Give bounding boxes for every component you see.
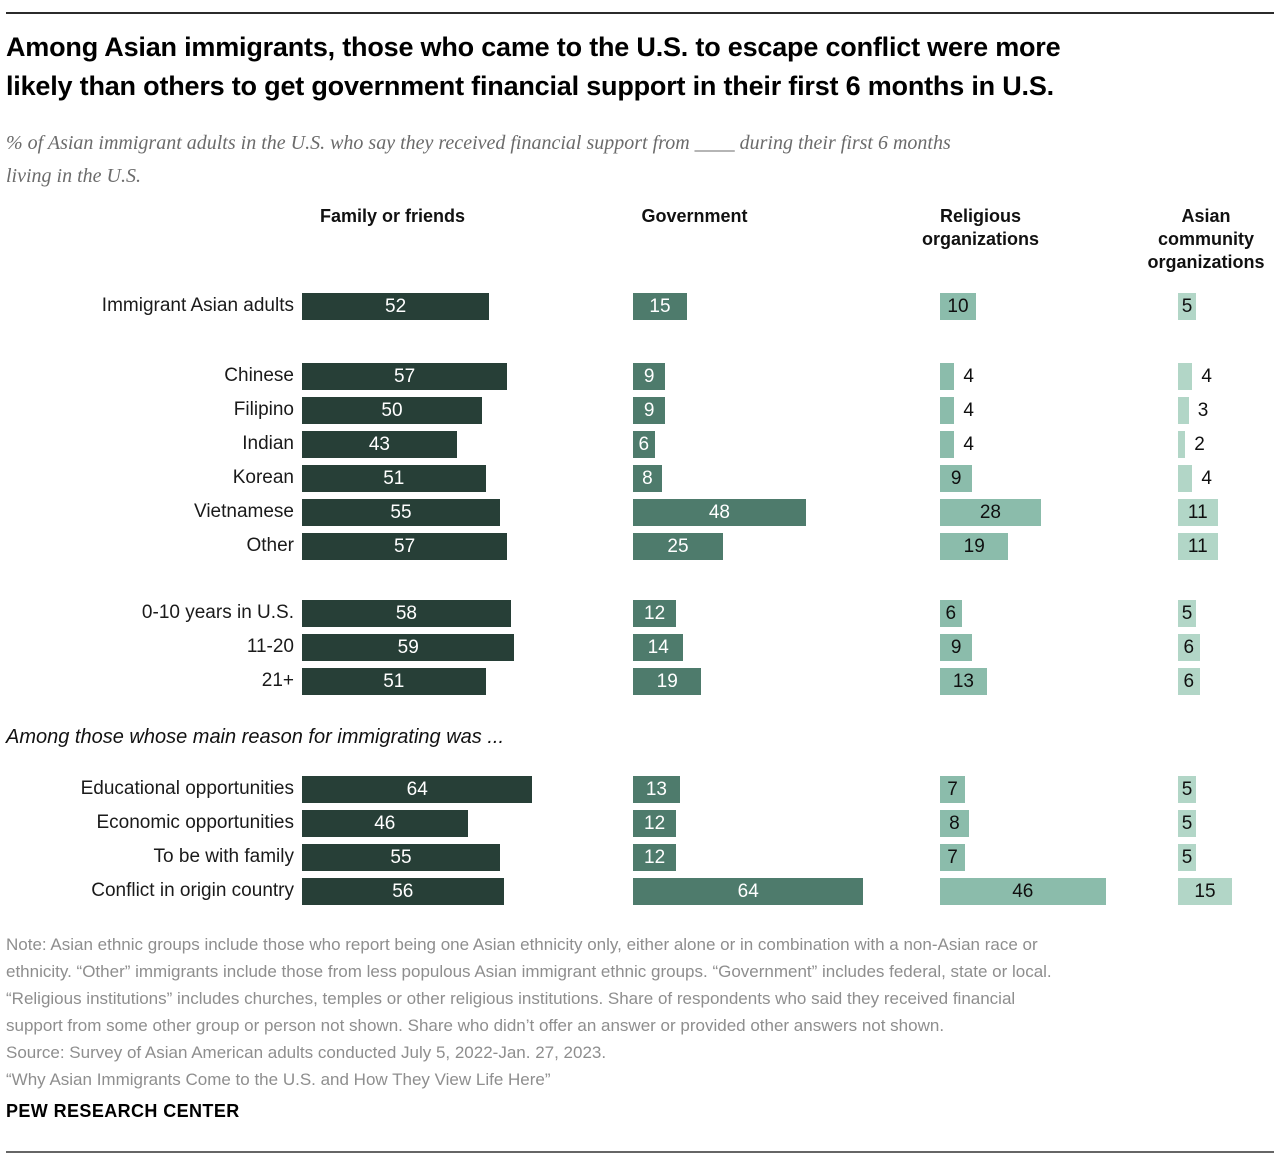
bar-value: 2 [1194, 434, 1205, 455]
table-row [0, 630, 1280, 664]
bar [1178, 431, 1185, 458]
bar-with-value: 6 [1178, 634, 1200, 661]
bar-with-value: 19 [633, 668, 701, 695]
bar [940, 431, 954, 458]
chart-notes [6, 931, 1272, 1093]
bar-with-value: 14 [633, 634, 683, 661]
column-header: Religious organizations [921, 206, 1039, 249]
bar-with-value: 8 [633, 465, 662, 492]
bar-with-value: 12 [633, 810, 676, 837]
bar-with-value: 6 [1178, 668, 1200, 695]
table-row [0, 772, 1280, 806]
bar [1178, 363, 1192, 390]
bar-with-value: 46 [302, 810, 468, 837]
bar-with-value: 51 [302, 668, 486, 695]
bar-with-value: 52 [302, 293, 489, 320]
bar-with-value: 7 [940, 844, 965, 871]
bar-with-value: 15 [633, 293, 687, 320]
bar-with-value: 11 [1178, 499, 1218, 526]
bar-with-value: 64 [633, 878, 863, 905]
table-row [0, 393, 1280, 427]
bar-with-value: 13 [940, 668, 987, 695]
bar-with-value: 5 [1178, 600, 1196, 627]
pew-footer: PEW RESEARCH CENTER [6, 1101, 240, 1121]
bar [940, 397, 954, 424]
subtitle-line: % of Asian immigrant adults in the U.S. who say they received financial support from ____ during their first 6 months [6, 132, 951, 154]
note-line: support from some other group or person not shown. Share who didn’t offer an answer or provided other answers not shown. [6, 1016, 945, 1035]
row-label: Vietnamese [194, 501, 294, 522]
bar-with-value: 28 [940, 499, 1041, 526]
top-rule [6, 12, 1274, 14]
bar-with-value: 6 [940, 600, 962, 627]
bar-with-value: 55 [302, 499, 500, 526]
table-row [0, 664, 1280, 698]
bottom-rule [6, 1151, 1274, 1153]
note-line: ethnicity. “Other” immigrants include those from less populous Asian immigrant ethnic groups. “Government” includes federal, state or local. [6, 962, 1052, 981]
bar-with-value: 55 [302, 844, 500, 871]
table-row [0, 806, 1280, 840]
bar-with-value: 51 [302, 465, 486, 492]
table-row [0, 840, 1280, 874]
row-label: Indian [242, 433, 294, 454]
bar-with-value: 6 [633, 431, 655, 458]
section-heading: Among those whose main reason for immigrating was ... [6, 726, 504, 748]
column-header: Asian community organizations [1147, 206, 1265, 272]
note-line: “Why Asian Immigrants Come to the U.S. and How They View Life Here” [6, 1070, 551, 1089]
note-line: “Religious institutions” includes churches, temples or other religious institutions. Share of respondents who said they received financial [6, 989, 1016, 1008]
bar-value: 4 [963, 434, 974, 455]
bar-with-value: 5 [1178, 293, 1196, 320]
bar-with-value: 19 [940, 533, 1008, 560]
subtitle-line: living in the U.S. [6, 165, 141, 187]
row-label: Korean [232, 467, 294, 488]
bar-with-value: 9 [633, 363, 665, 390]
table-row [0, 596, 1280, 630]
bar-with-value: 10 [940, 293, 976, 320]
bar-with-value: 5 [1178, 844, 1196, 871]
row-label: 11-20 [246, 636, 294, 657]
table-row [0, 359, 1280, 393]
row-label: To be with family [153, 846, 294, 867]
column-header: Family or friends [319, 206, 466, 226]
bar-value: 4 [1201, 468, 1212, 489]
bar-value: 4 [1201, 366, 1212, 387]
bar-with-value: 13 [633, 776, 680, 803]
bar [1178, 465, 1192, 492]
bar-with-value: 64 [302, 776, 532, 803]
bar-with-value: 48 [633, 499, 806, 526]
bar-with-value: 59 [302, 634, 514, 661]
table-row [0, 427, 1280, 461]
column-headers [0, 205, 1280, 289]
bar-with-value: 5 [1178, 776, 1196, 803]
chart-body [0, 289, 1280, 908]
bar-value: 4 [963, 366, 974, 387]
bar-with-value: 9 [633, 397, 665, 424]
row-label: 0-10 years in U.S. [141, 602, 294, 623]
row-group [0, 359, 1280, 563]
bar-with-value: 12 [633, 600, 676, 627]
table-row [0, 495, 1280, 529]
bar-with-value: 5 [1178, 810, 1196, 837]
row-label: Chinese [224, 365, 294, 386]
bar-with-value: 15 [1178, 878, 1232, 905]
bar-with-value: 9 [940, 634, 972, 661]
row-label: Economic opportunities [96, 812, 294, 833]
row-group [0, 596, 1280, 698]
bar-with-value: 9 [940, 465, 972, 492]
row-label: Other [246, 535, 294, 556]
bar-with-value: 58 [302, 600, 511, 627]
bar-with-value: 57 [302, 533, 507, 560]
chart-title [6, 28, 1272, 106]
title-line: likely than others to get government financial support in their first 6 months in U.S. [6, 71, 1054, 101]
title-line: Among Asian immigrants, those who came to the U.S. to escape conflict were more [6, 32, 1061, 62]
bar-with-value: 25 [633, 533, 723, 560]
bar-with-value: 56 [302, 878, 504, 905]
bar-with-value: 50 [302, 397, 482, 424]
bar [1178, 397, 1189, 424]
table-row [0, 461, 1280, 495]
table-row [0, 529, 1280, 563]
bar [940, 363, 954, 390]
row-group [0, 289, 1280, 323]
chart-subtitle [6, 127, 1272, 193]
bar-with-value: 12 [633, 844, 676, 871]
bar-with-value: 7 [940, 776, 965, 803]
row-label: Filipino [233, 399, 294, 420]
bar-value: 3 [1197, 400, 1209, 421]
bar-with-value: 11 [1178, 533, 1218, 560]
row-label: Immigrant Asian adults [101, 295, 294, 316]
column-header: Government [641, 206, 748, 226]
bar-value: 4 [963, 400, 974, 421]
row-label: 21+ [261, 670, 294, 691]
row-label: Conflict in origin country [91, 880, 294, 901]
row-group [0, 724, 1280, 908]
note-line: Source: Survey of Asian American adults conducted July 5, 2022-Jan. 27, 2023. [6, 1043, 607, 1062]
table-row [0, 289, 1280, 323]
bar-with-value: 43 [302, 431, 457, 458]
bar-with-value: 57 [302, 363, 507, 390]
table-row [0, 874, 1280, 908]
bar-with-value: 8 [940, 810, 969, 837]
bar-with-value: 46 [940, 878, 1106, 905]
note-line: Note: Asian ethnic groups include those who report being one Asian ethnicity only, either alone or in combination with a non-Asian race or [6, 935, 1038, 954]
row-label: Educational opportunities [80, 778, 294, 799]
